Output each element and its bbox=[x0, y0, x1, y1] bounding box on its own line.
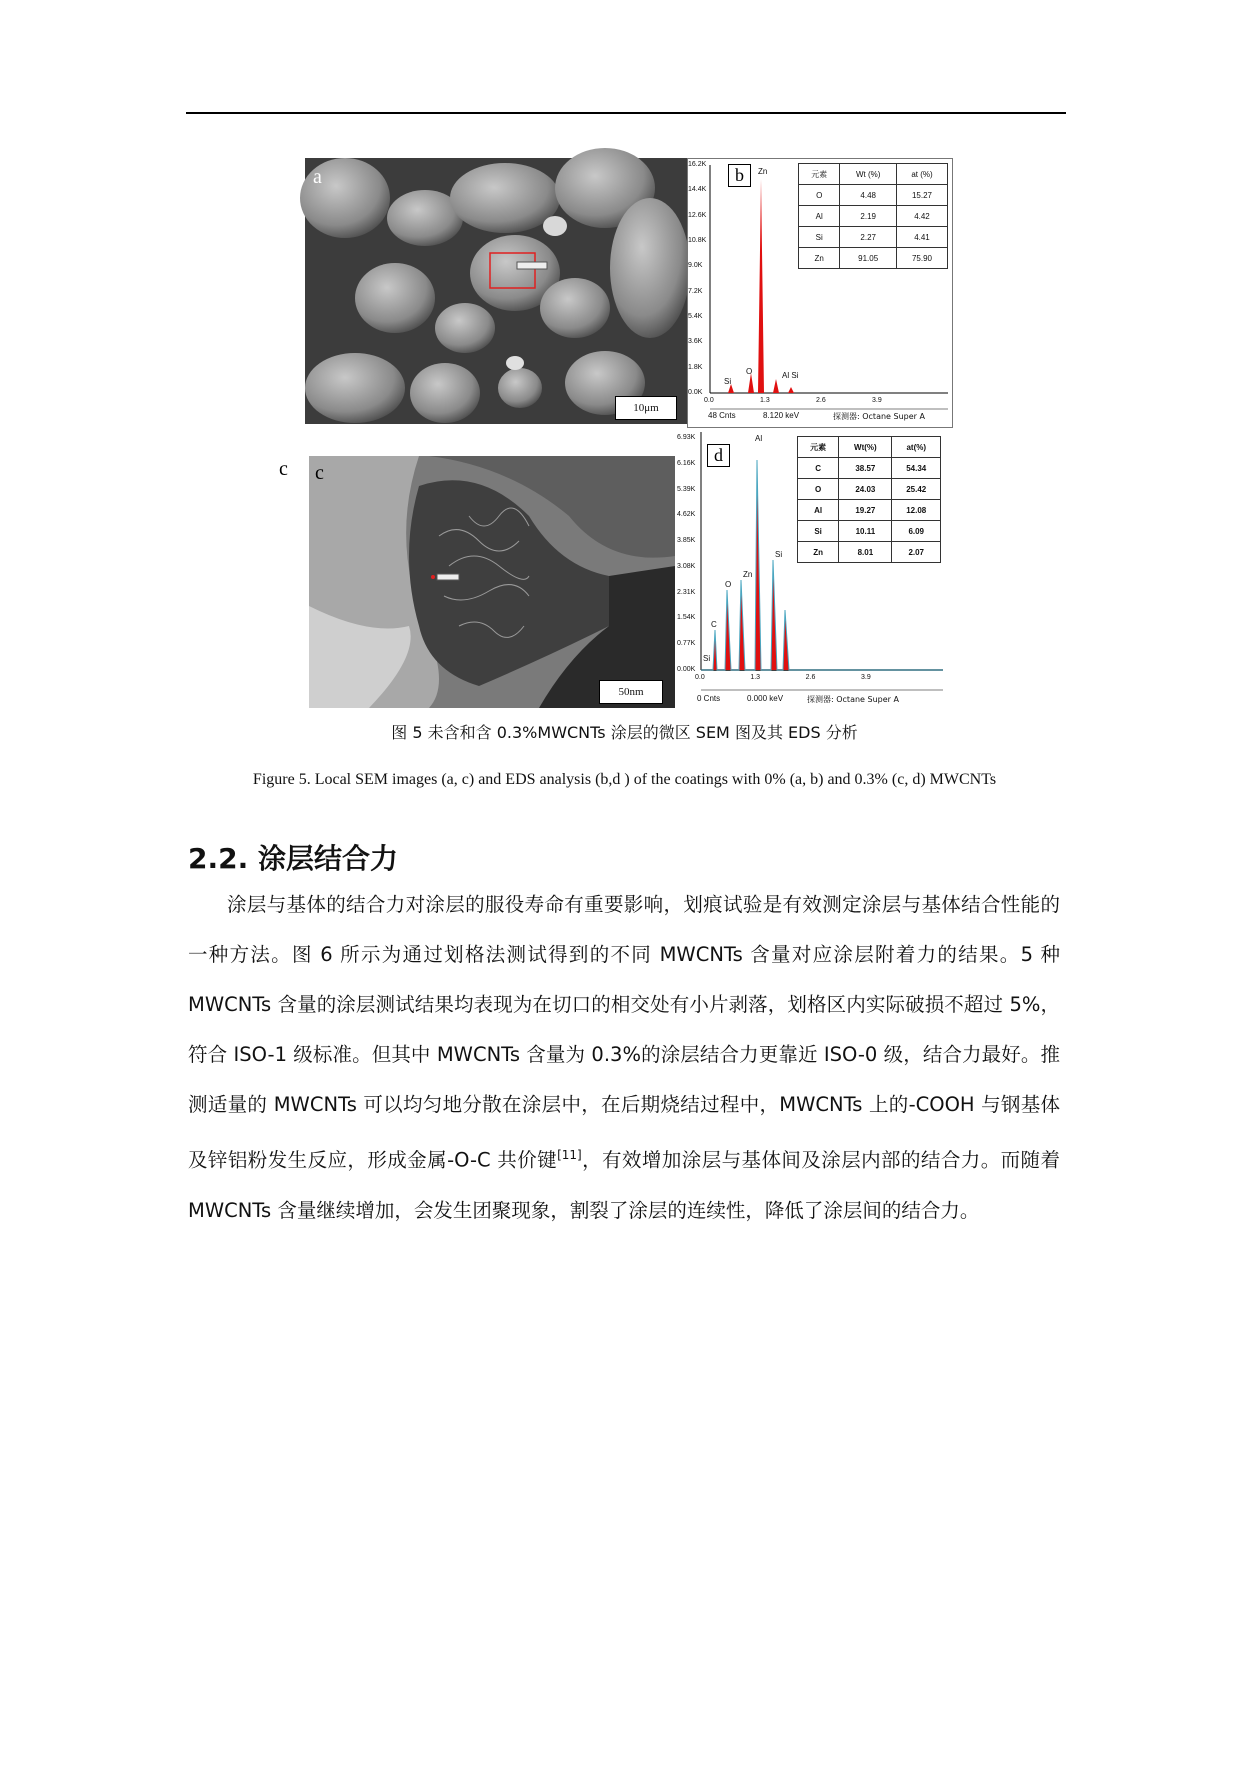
sem-image-a bbox=[305, 158, 687, 424]
table-cell: 4.41 bbox=[896, 227, 947, 248]
table-cell: 19.27 bbox=[839, 500, 892, 521]
table-cell: 元素 bbox=[798, 437, 839, 458]
eds-d-x-tick-label: 0.0 bbox=[695, 674, 705, 681]
figure-caption-cn: 图 5 未含和含 0.3%MWCNTs 涂层的微区 SEM 图及其 EDS 分析 bbox=[391, 723, 858, 742]
eds-d-y-tick-label: 6.93K bbox=[677, 434, 696, 441]
panel-label-a: a bbox=[313, 166, 322, 188]
scale-bar-a: 10μm bbox=[615, 396, 677, 420]
eds-d-y-tick-label: 4.62K bbox=[677, 511, 696, 519]
eds-d-table bbox=[797, 436, 941, 563]
eds-b-footer-kev: 8.120 keV bbox=[763, 411, 800, 420]
eds-b-table bbox=[798, 163, 948, 269]
eds-b-y-tick-label: 1.8K bbox=[688, 363, 703, 371]
table-cell: Al bbox=[799, 206, 840, 227]
eds-b-footer-detector: 探测器: Octane Super A bbox=[833, 412, 925, 421]
table-cell: 54.34 bbox=[892, 458, 941, 479]
table-cell: 8.01 bbox=[839, 542, 892, 563]
table-cell: 38.57 bbox=[839, 458, 892, 479]
table-cell: Wt (%) bbox=[840, 164, 897, 185]
eds-b-x-tick-label: 0.0 bbox=[704, 397, 714, 404]
table-cell: 12.08 bbox=[892, 500, 941, 521]
table-cell: at(%) bbox=[892, 437, 941, 458]
eds-d-y-tick-label: 0.00K bbox=[677, 666, 696, 673]
eds-b-y-tick-label: 9.0K bbox=[688, 262, 703, 270]
table-row bbox=[798, 479, 941, 500]
eds-b-y-tick-label: 10.8K bbox=[688, 237, 707, 244]
eds-d-x-tick-label: 2.6 bbox=[805, 674, 816, 681]
panel-label-c: c bbox=[279, 458, 288, 480]
eds-b-x-tick-label: 2.6 bbox=[816, 397, 826, 404]
eds-d-footer-detector: 探测器: Octane Super A bbox=[807, 695, 899, 704]
eds-b-y-tick-label: 14.4K bbox=[688, 186, 707, 194]
section-heading: 2.2. 涂层结合力 bbox=[188, 842, 398, 875]
table-header bbox=[798, 437, 941, 458]
eds-spectrum-d bbox=[677, 432, 943, 706]
table-cell: Wt(%) bbox=[839, 437, 892, 458]
table-cell: 元素 bbox=[799, 164, 840, 185]
peak-label: Si bbox=[724, 377, 732, 386]
eds-d-y-tick-label: 3.85K bbox=[677, 537, 696, 545]
table-cell: Zn bbox=[799, 248, 840, 269]
header-rule bbox=[186, 112, 1066, 114]
table-cell: 2.27 bbox=[840, 227, 897, 248]
table-cell: 24.03 bbox=[839, 479, 892, 500]
table-cell: 4.48 bbox=[840, 185, 897, 206]
eds-d-x-tick-label: 3.9 bbox=[861, 674, 871, 681]
peak-label: Si bbox=[775, 550, 783, 559]
panel-label-d: d bbox=[707, 444, 730, 467]
figure-caption-en: Figure 5. Local SEM images (a, c) and EDS analysis (b,d ) of the coatings with 0% (a, b) and 0.3% (c, d) MWCNTs bbox=[252, 771, 997, 788]
sem-image-c bbox=[279, 456, 675, 708]
table-cell: at (%) bbox=[896, 164, 947, 185]
eds-b-y-tick-label: 7.2K bbox=[688, 287, 703, 295]
citation: [11] bbox=[557, 1148, 582, 1162]
peak-label: Al Si bbox=[782, 371, 799, 380]
peak-label: O bbox=[746, 367, 753, 376]
panel-label-b: b bbox=[728, 164, 751, 187]
table-cell: 10.11 bbox=[839, 521, 892, 542]
body-text bbox=[188, 880, 1060, 1236]
paragraph bbox=[188, 880, 1060, 1236]
table-row bbox=[799, 206, 948, 227]
eds-b-y-tick-label: 12.6K bbox=[688, 211, 707, 219]
peak-label: Al bbox=[755, 434, 763, 443]
eds-b-y-tick-label: 16.2K bbox=[688, 161, 707, 168]
eds-b-x-tick-label: 1.3 bbox=[760, 397, 770, 404]
paragraph-text: 涂层与基体的结合力对涂层的服役寿命有重要影响，划痕试验是有效测定涂层与基体结合性能的一种方法。图 6 所示为通过划格法测试得到的不同 MWCNTs 含量对应涂层附着力的结果。5 种 MWCNTs 含量的涂层测试结果均表现为在切口的相交处有小片剥落，划格区内实际破损不超过 5%，符合 ISO-1 级标准。但其中 MWCNTs 含量为 0.3%的涂层结合力更靠近 ISO-0 级，结合力最好。推测适量的 MWCNTs 可以均匀地分散在涂层中，在后期烧结过程中，MWCNTs 上的-COOH 与钢基体及锌铝粉发生反应，形成金属-O-C 共价键 bbox=[188, 893, 1060, 1172]
table-row bbox=[799, 248, 948, 269]
eds-d-footer-counts: 0 Cnts bbox=[697, 694, 721, 703]
eds-d-y-tick-label: 3.08K bbox=[677, 562, 696, 570]
table-cell: 2.07 bbox=[892, 542, 941, 563]
peak-label: Zn bbox=[758, 167, 768, 176]
eds-spectrum-b bbox=[687, 158, 953, 428]
eds-d-y-tick-label: 6.16K bbox=[677, 459, 696, 467]
table-cell: Si bbox=[798, 521, 839, 542]
table-cell: C bbox=[798, 458, 839, 479]
peak-label: Si bbox=[703, 654, 711, 663]
table-cell: 91.05 bbox=[840, 248, 897, 269]
table-cell: Zn bbox=[798, 542, 839, 563]
eds-b-y-tick-label: 5.4K bbox=[688, 313, 703, 320]
table-cell: O bbox=[799, 185, 840, 206]
eds-b-y-tick-label: 3.6K bbox=[688, 338, 703, 346]
table-row bbox=[798, 542, 941, 563]
table-cell: Si bbox=[799, 227, 840, 248]
table-header bbox=[799, 164, 948, 185]
table-cell: 2.19 bbox=[840, 206, 897, 227]
peak-label: C bbox=[711, 620, 717, 629]
eds-b-x-tick-label: 3.9 bbox=[872, 397, 882, 404]
eds-d-x-tick-label: 1.3 bbox=[750, 674, 761, 681]
table-row bbox=[798, 458, 941, 479]
table-cell: O bbox=[798, 479, 839, 500]
table-row bbox=[799, 185, 948, 206]
scale-bar-c: 50nm bbox=[599, 680, 663, 704]
peak-label: O bbox=[725, 580, 732, 589]
table-cell: 6.09 bbox=[892, 521, 941, 542]
table-cell: 25.42 bbox=[892, 479, 941, 500]
eds-d-y-tick-label: 0.77K bbox=[677, 640, 696, 648]
peak-label: Zn bbox=[743, 570, 753, 579]
table-row bbox=[798, 500, 941, 521]
table-row bbox=[799, 227, 948, 248]
table-cell: Al bbox=[798, 500, 839, 521]
eds-b-footer-counts: 48 Cnts bbox=[708, 411, 736, 420]
panel-label-c-outer: c bbox=[315, 462, 324, 484]
table-row bbox=[798, 521, 941, 542]
eds-b-y-tick-label: 0.0K bbox=[688, 389, 703, 396]
eds-d-y-tick-label: 2.31K bbox=[677, 588, 696, 596]
table-cell: 75.90 bbox=[896, 248, 947, 269]
table-cell: 4.42 bbox=[896, 206, 947, 227]
eds-d-y-tick-label: 1.54K bbox=[677, 614, 696, 622]
eds-d-footer-kev: 0.000 keV bbox=[747, 694, 784, 703]
eds-d-y-tick-label: 5.39K bbox=[677, 485, 696, 493]
table-cell: 15.27 bbox=[896, 185, 947, 206]
paragraph-text-tail: ，有效增加涂层与基体间及涂层内部的结合力。而随着 MWCNTs 含量继续增加，会发生团聚现象，割裂了涂层的连续性，降低了涂层间的结合力。 bbox=[188, 1148, 1060, 1222]
